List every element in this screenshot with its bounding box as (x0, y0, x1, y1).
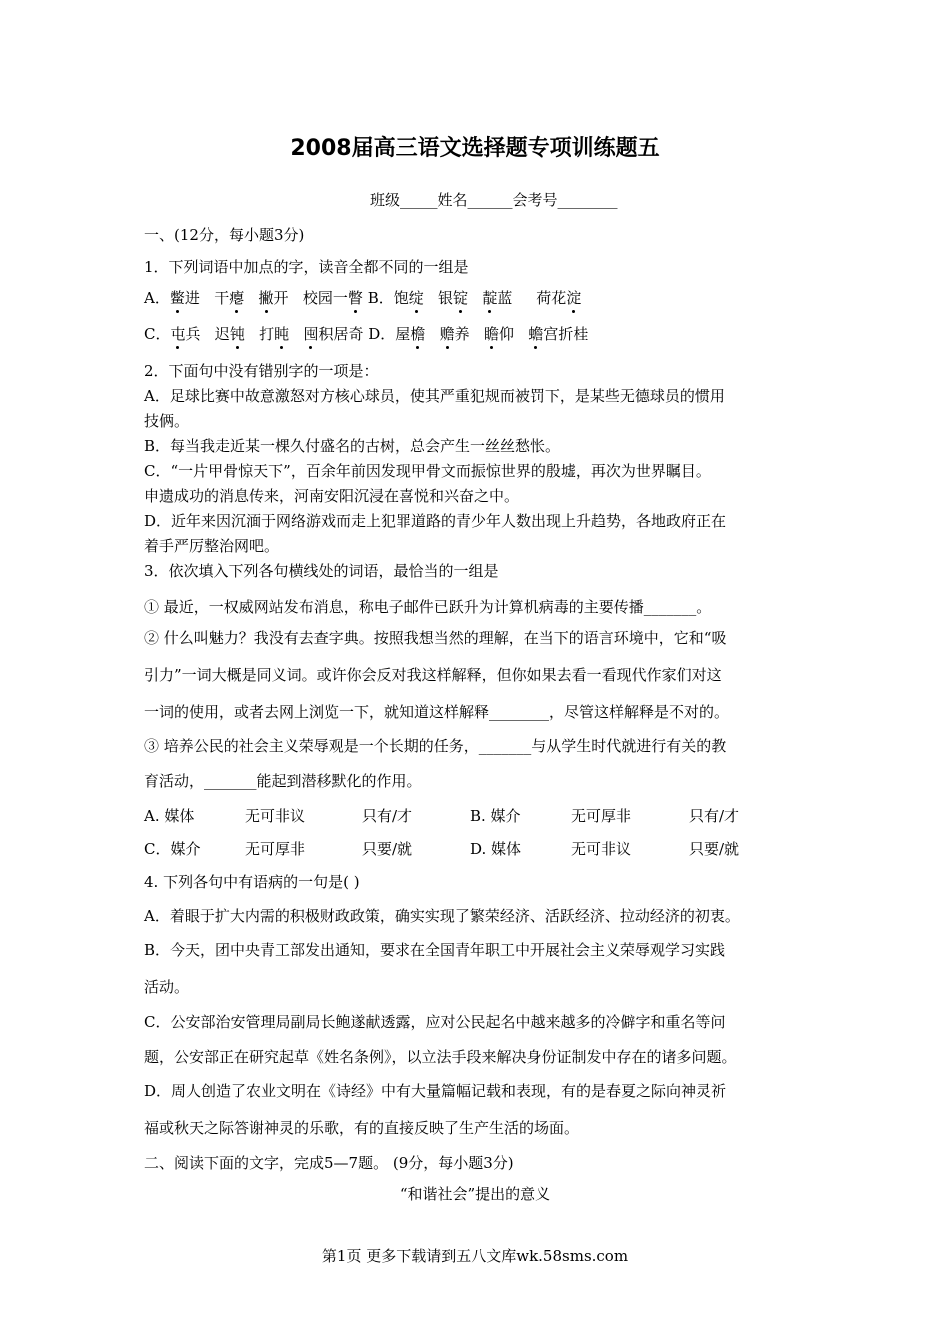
passage-title: “和谐社会”提出的意义 (399, 1185, 551, 1203)
question-2-line: 着手严厉整治网吧。 (144, 537, 280, 555)
question-4-line: B．今天，团中央青工部发出通知，要求在全国青年职工中开展社会主义荣辱观学习实践 (144, 941, 726, 959)
option-b-label: B． (367, 289, 394, 307)
q1-a-word-3-marked: 撇 (258, 289, 274, 307)
question-3-line: 一词的使用，或者去网上浏览一下，就知道这样解释________，尽管这样解释是不对的。 (144, 703, 730, 721)
question-1-options-cd: C．屯兵 迟钝 打盹 囤积居奇 D．屋檐 赡养 瞻仰 蟾宫折桂 (144, 325, 589, 343)
q3-option-d-1: D. 媒体 (470, 840, 522, 858)
q1-a-word-1-marked: 鳖 (169, 289, 185, 307)
q1-a-word-4: 校园一瞥 (302, 289, 363, 307)
question-3-line: 育活动，_______能起到潜移默化的作用。 (144, 772, 422, 790)
option-d-label: D． (368, 325, 396, 343)
q3-option-c-3: 只要/就 (362, 840, 413, 858)
question-1-stem: 1．下列词语中加点的字，读音全都不同的一组是 (144, 258, 469, 276)
question-3-stem: 3．依次填入下列各句横线处的词语，最恰当的一组是 (144, 562, 499, 580)
q3-option-d-2: 无可非议 (571, 840, 632, 858)
option-c-label: C． (144, 325, 171, 343)
q3-option-c-2: 无可厚非 (245, 840, 306, 858)
question-4-line: C．公安部治安管理局副局长鲍遂献透露，应对公民起名中越来越多的冷僻字和重名等问 (144, 1013, 726, 1031)
question-3-line: ③ 培养公民的社会主义荣辱观是一个长期的任务，_______与从学生时代就进行有关的教 (144, 737, 727, 755)
q1-a-word-3: 撇开 (258, 289, 289, 307)
q1-c-word-2-marked: 钝 (229, 325, 245, 343)
question-4-line: D．周人创造了农业文明在《诗经》中有大量篇幅记载和表现，有的是春夏之际向神灵祈 (144, 1082, 727, 1100)
question-4-line: 题，公安部正在研究起草《姓名条例》，以立法手段来解决身份证制发中存在的诸多问题。 (144, 1048, 737, 1066)
question-4-line: A．着眼于扩大内需的积极财政政策，确实实现了繁荣经济、活跃经济、拉动经济的初衷。 (144, 907, 740, 925)
q1-c-word-4-marked: 囤 (303, 325, 319, 343)
question-2-line: 申遗成功的消息传来，河南安阳沉浸在喜悦和兴奋之中。 (144, 487, 520, 505)
question-4-line: 福或秋天之际答谢神灵的乐歌，有的直接反映了生产生活的场面。 (144, 1119, 580, 1137)
page-title: 2008届高三语文选择题专项训练题五 (290, 136, 660, 161)
question-2-line: C．“一片甲骨惊天下”，百余年前因发现甲骨文而振惊世界的殷墟，再次为世界瞩目。 (144, 462, 711, 480)
option-a-label: A． (144, 289, 170, 307)
q1-b-word-2-marked: 锭 (453, 289, 469, 307)
question-4-stem: 4. 下列各句中有语病的一句是( ) (144, 873, 360, 891)
q3-option-a-1: A. 媒体 (144, 807, 195, 825)
q3-option-b-1: B. 媒介 (470, 807, 521, 825)
q1-a-word-1: 鳖进 (169, 289, 200, 307)
q1-a-word-2-marked: 瘪 (229, 289, 245, 307)
question-2-line: B．每当我走近某一棵久付盛名的古树，总会产生一丝丝愁怅。 (144, 437, 561, 455)
q1-b-word-3-marked: 靛 (482, 289, 498, 307)
section-heading-2: 二、阅读下面的文字，完成5—7题。 (9分，每小题3分) (144, 1154, 514, 1172)
q1-b-word-4-marked: 淀 (566, 289, 582, 307)
section-heading-1: 一、(12分，每小题3分) (144, 226, 305, 244)
question-2-line: D．近年来因沉湎于网络游戏而走上犯罪道路的青少年人数出现上升趋势，各地政府正在 (144, 512, 727, 530)
question-2-line: A．足球比赛中故意激怒对方核心球员，使其严重犯规而被罚下，是某些无德球员的惯用 (144, 387, 725, 405)
q1-a-word-2: 干瘪 (214, 289, 245, 307)
question-4-line: 活动。 (144, 978, 190, 996)
q3-option-b-2: 无可厚非 (571, 807, 632, 825)
q1-c-word-1-marked: 屯 (170, 325, 186, 343)
question-3-line: 引力”一词大概是同义词。或许你会反对我这样解释，但你如果去看一看现代作家们对这 (144, 666, 722, 684)
q1-d-word-1-marked: 檐 (410, 325, 426, 343)
q1-d-word-3-marked: 瞻 (483, 325, 499, 343)
q1-c-word-3-marked: 盹 (274, 325, 290, 343)
question-1-options-ab: A．鳖进 干瘪 撇开 校园一瞥 B．饱绽 银锭 靛蓝 荷花淀 (144, 289, 582, 307)
q1-b-word-1-marked: 绽 (408, 289, 424, 307)
q1-d-word-2-marked: 赡 (439, 325, 455, 343)
question-3-line: ② 什么叫魅力？我没有去查字典。按照我想当然的理解，在当下的语言环境中，它和“吸 (144, 629, 727, 647)
question-3-line: ① 最近，一权威网站发布消息，称电子邮件已跃升为计算机病毒的主要传播_______。 (144, 598, 712, 616)
q3-option-d-3: 只要/就 (689, 840, 740, 858)
q3-option-a-3: 只有/才 (362, 807, 413, 825)
q3-option-a-2: 无可非议 (245, 807, 306, 825)
q3-option-b-3: 只有/才 (689, 807, 740, 825)
page-footer: 第1页 更多下载请到五八文库wk.58sms.com (321, 1247, 629, 1265)
question-2-line: 技俩。 (144, 412, 190, 430)
q1-a-word-4-marked: 瞥 (347, 289, 363, 307)
q3-option-c-1: C．媒介 (144, 840, 201, 858)
q1-d-word-4-marked: 蟾 (528, 325, 544, 343)
student-info-line: 班级_____姓名______会考号________ (370, 191, 618, 209)
question-2-stem: 2．下面句中没有错别字的一项是： (144, 362, 379, 380)
